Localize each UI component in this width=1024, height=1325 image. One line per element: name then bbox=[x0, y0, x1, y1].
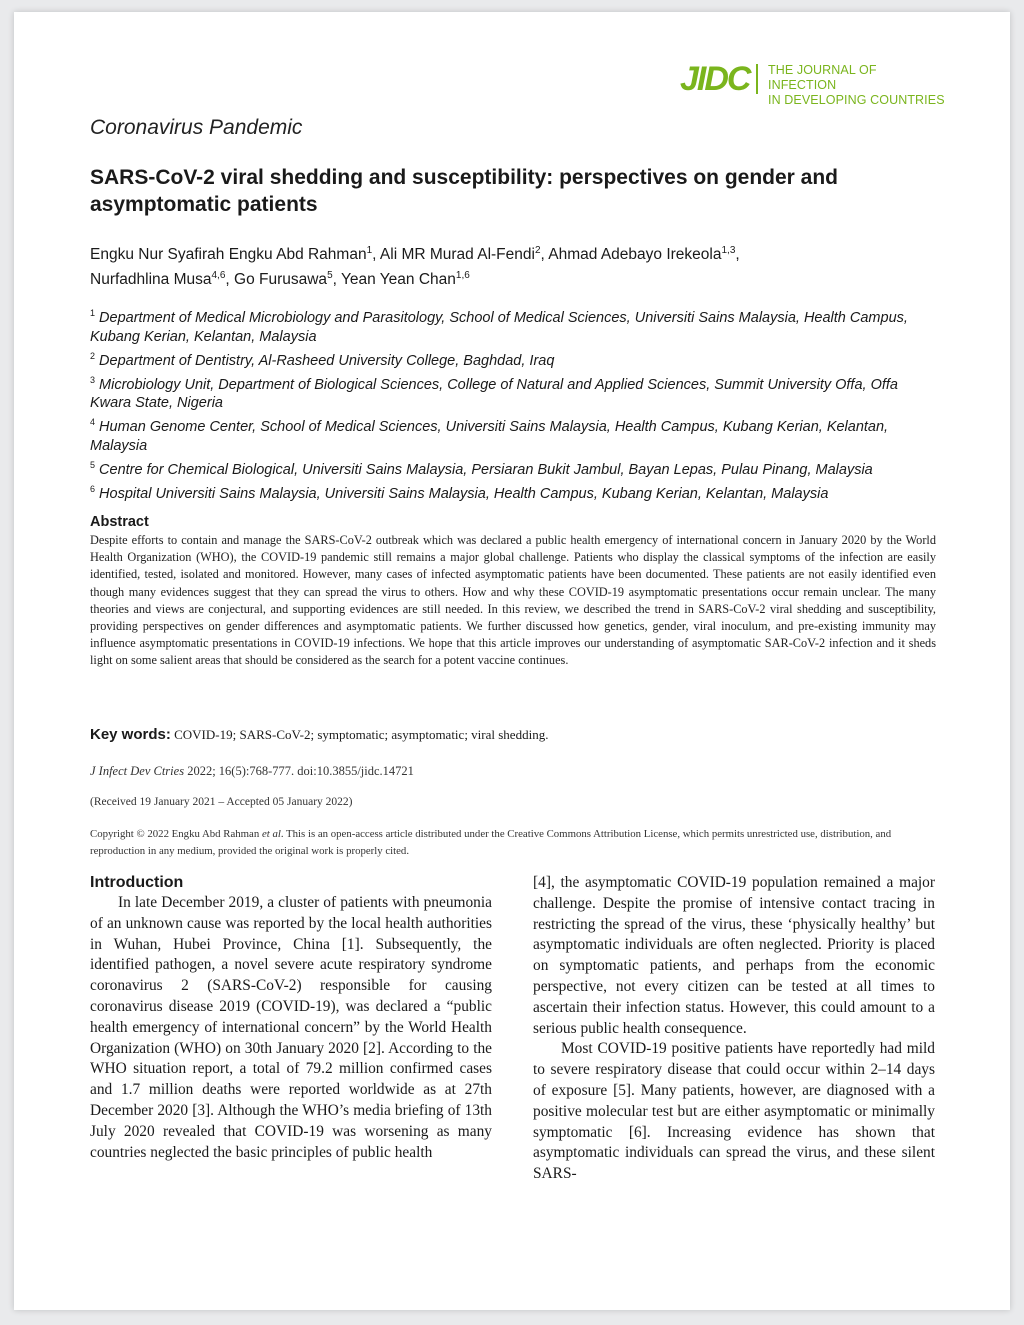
citation-journal: J Infect Dev Ctries bbox=[90, 764, 185, 778]
body-paragraph: In late December 2019, a cluster of patients with pneumonia of an unknown cause was reported by the local health authorities in Wuhan, Hubei Province, China [1]. Subsequently, the identified pathogen, a novel severe acute respiratory syndrome coronavirus 2 (SARS-CoV-2) responsible for causing coronavirus disease 2019 (COVID-19), was declared a “public health emergency of international concern” by the World Health Organization (WHO) on 30th January 2020 [2]. According to the WHO situation report, a total of 79.2 million confirmed cases and 1.7 million deaths were reported worldwide as at 27th December 2020 [3]. Although the WHO’s media briefing of 13th July 2020 revealed that COVID-19 was worsening as many countries neglected the basic principles of public health bbox=[90, 894, 492, 1161]
citation-details: 2022; 16(5):768-777. doi:10.3855/jidc.14721 bbox=[184, 764, 414, 778]
paper-title: SARS-CoV-2 viral shedding and susceptibility: perspectives on gender and asymptomatic patients bbox=[90, 166, 839, 216]
journal-name bbox=[768, 63, 948, 108]
journal-name-line1: THE JOURNAL OF INFECTION bbox=[768, 63, 877, 92]
copyright-notice: Copyright © 2022 Engku Abd Rahman et al. This is an open-access article distributed under the Creative Commons Attribution License, which permits unrestricted use, distribution, and reproduction in any medium, provided the original work is properly cited. bbox=[90, 828, 892, 857]
affiliation: $^2$ Department of Dentistry, Al-Rasheed University College, Baghdad, Iraq bbox=[90, 350, 555, 369]
author-affil-sup: 1 bbox=[366, 245, 373, 256]
author: Engku Nur Syafirah Engku Abd Rahman bbox=[90, 246, 367, 264]
journal-logo bbox=[680, 60, 945, 107]
affiliation: $^1$ Department of Medical Microbiology and Parasitology, School of Medical Sciences, Universiti Sains Malaysia, Health Campus, Kubang Kerian, Kelantan, Malaysia bbox=[90, 308, 908, 345]
received-dates: (Received 19 January 2021 – Accepted 05 January 2022) bbox=[90, 796, 353, 808]
author: Ahmad Adebayo Irekeola bbox=[548, 246, 722, 264]
author: Ali MR Murad Al-Fendi bbox=[379, 246, 535, 264]
paper-page bbox=[14, 12, 1010, 1310]
affiliation: $^4$ Human Genome Center, School of Medical Sciences, Universiti Sains Malaysia, Health Campus, Kubang Kerian, Kelantan, Malaysia bbox=[90, 417, 889, 455]
author: Nurfadhlina Musa bbox=[90, 271, 212, 289]
keywords-text: COVID-19; SARS-CoV-2; symptomatic; asymptomatic; viral shedding. bbox=[170, 727, 549, 742]
body-column-right bbox=[533, 873, 935, 1185]
logo-divider bbox=[756, 64, 758, 94]
author: Yean Yean Chan bbox=[340, 271, 456, 289]
keywords-label: Key words: bbox=[90, 726, 171, 743]
keywords bbox=[90, 726, 936, 743]
author-affil-sup: 5 bbox=[327, 270, 333, 282]
section-label: Coronavirus Pandemic bbox=[90, 116, 303, 139]
body-column-left bbox=[90, 872, 492, 1163]
body-paragraph: [4], the asymptomatic COVID-19 population remained a major challenge. Despite the promise of intensive contact tracing in restricting the spread of the virus, these ‘physically healthy’ but asymptomatic individuals are often neglected. Priority is placed on symptomatic patients, and perhaps from the economic perspective, not every citizen can be tested at all times to ascertain their infection status. However, this could amount to a serious public health consequence. bbox=[533, 874, 935, 1037]
journal-name-line2: IN DEVELOPING COUNTRIES bbox=[768, 93, 945, 107]
affiliation-list bbox=[90, 304, 940, 504]
author-affil-sup: 4,6 bbox=[211, 270, 226, 282]
abstract-heading: Abstract bbox=[90, 514, 149, 530]
abstract-body: Despite efforts to contain and manage the SARS-CoV-2 outbreak which was declared a public health emergency of international concern in January 2020 by the World Health Organization (WHO), the COVID-19 pandemic still remains a major global challenge. Patients who display the classical symptoms of the infection are easily identified, tested, isolated and monitored. However, many cases of infected asymptomatic patients have been documented. These patients are not easily identified even though many evidences suggest that they can spread the virus to others. How and why these COVID-19 asymptomatic presentations occur remain unclear. The many theories and views are conjectural, and supporting evidences are still needed. In this review, we described the trend in SARS-CoV-2 viral shedding and susceptibility, providing perspectives on gender differences and asymptomatic patients. We further discussed how genetics, gender, viral inoculum, and pre-existing immunity may influence asymptomatic presentations in COVID-19 infections. We hope that this article improves our understanding of asymptomatic SAR-CoV-2 infection and it sheds light on some salient areas that should be considered as the search for a potent vaccine continues. bbox=[90, 533, 936, 668]
introduction-heading: Introduction bbox=[90, 874, 184, 891]
affiliation: $^5$ Centre for Chemical Biological, Universiti Sains Malaysia, Persiaran Bukit Jambul, Bayan Lepas, Pulau Pinang, Malaysia bbox=[90, 460, 873, 479]
author-affil-sup: 1,6 bbox=[455, 270, 470, 282]
author-affil-sup: 2 bbox=[534, 245, 541, 256]
citation bbox=[90, 764, 414, 779]
affiliation: $^3$ Microbiology Unit, Department of Biological Sciences, College of Natural and Applied Sciences, Summit University Offa, Offa Kwara State, Nigeria bbox=[90, 374, 898, 412]
author: Go Furusawa bbox=[234, 271, 328, 289]
body-paragraph: Most COVID-19 positive patients have reportedly had mild to severe respiratory disease that could occur within 2–14 days of exposure [5]. Many patients, however, are diagnosed with a positive molecular test but are either asymptomatic or minimally symptomatic [6]. Increasing evidence has shown that asymptomatic individuals can spread the virus, and these silent SARS- bbox=[533, 1040, 935, 1183]
author-affil-sup: 1,3 bbox=[721, 245, 736, 256]
author-list: Engku Nur Syafirah Engku Abd Rahman$^1$, Ali MR Murad Al-Fendi$^2$, Ahmad Adebayo Irekeola$^{1,3}$, Nurfadhlina Musa$^{4,6}$, Go Furusawa$^5$, Yean Yean Chan$^{1,6}$ bbox=[90, 245, 740, 289]
jidc-logo-mark: JIDC bbox=[680, 60, 750, 98]
affiliation: $^6$ Hospital Universiti Sains Malaysia, Universiti Sains Malaysia, Health Campus, Kubang Kerian, Kelantan, Malaysia bbox=[90, 484, 829, 502]
